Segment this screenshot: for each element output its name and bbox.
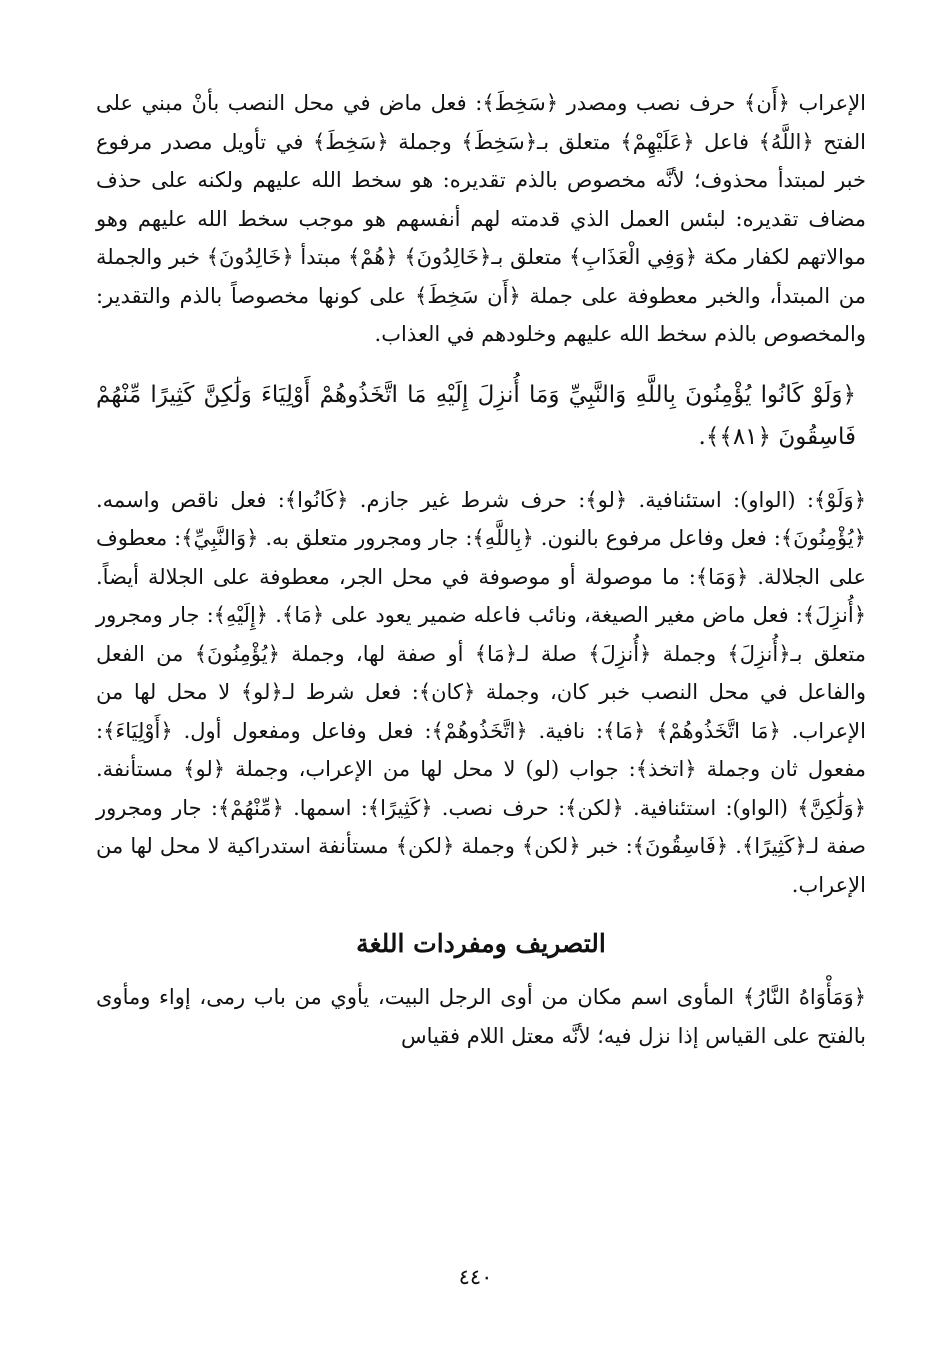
quran-verse-81: ﴿وَلَوْ كَانُوا يُؤْمِنُونَ بِاللَّهِ وَالنَّبِيِّ وَمَا أُنزِلَ إِلَيْهِ مَا اتَّخَذُوهُمْ أَوْلِيَاءَ وَلَٰكِنَّ كَثِيرًا مِّنْهُمْ فَاسِقُونَ ﴿٨١﴾﴾. — [96, 381, 856, 450]
section-heading: التصريف ومفردات اللغة — [356, 929, 606, 958]
page-number: ٤٤٠ — [458, 1265, 493, 1289]
page-body — [96, 84, 866, 1055]
paragraph-irab-verse-81: ﴿وَلَوْ﴾: (الواو): استئنافية. ﴿لو﴾: حرف شرط غير جازم. ﴿كَانُوا﴾: فعل ناقص واسمه. ﴿يُؤْمِنُونَ﴾: فعل وفاعل مرفوع بالنون. ﴿بِاللَّهِ﴾: جار ومجرور متعلق به. ﴿وَالنَّبِيِّ﴾: معطوف على الجلالة. ﴿وَمَا﴾: ما موصولة أو موصوفة في محل الجر، معطوفة على الجلالة أيضاً. ﴿أُنزِلَ﴾: فعل ماض مغير الصيغة، ونائب فاعله ضمير يعود على ﴿مَا﴾. ﴿إِلَيْهِ﴾: جار ومجرور متعلق بـ﴿أُنزِلَ﴾ وجملة ﴿أُنزِلَ﴾ صلة لـ﴿مَا﴾ أو صفة لها، وجملة ﴿يُؤْمِنُونَ﴾ من الفعل والفاعل في محل النصب خبر كان، وجملة ﴿كان﴾: فعل شرط لـ﴿لو﴾ لا محل لها من الإعراب. ﴿مَا اتَّخَذُوهُمْ﴾ ﴿مَا﴾: نافية. ﴿اتَّخَذُوهُمْ﴾: فعل وفاعل ومفعول أول. ﴿أَوْلِيَاءَ﴾: مفعول ثان وجملة ﴿اتخذ﴾: جواب (لو) لا محل لها من الإعراب، وجملة ﴿لو﴾ مستأنفة. ﴿وَلَٰكِنَّ﴾ (الواو): استئنافية. ﴿لكن﴾: حرف نصب. ﴿كَثِيرًا﴾: اسمها. ﴿مِّنْهُمْ﴾: جار ومجرور صفة لـ﴿كَثِيرًا﴾. ﴿فَاسِقُونَ﴾: خبر ﴿لكن﴾ وجملة ﴿لكن﴾ مستأنفة استدراكية لا محل لها من الإعراب. — [96, 487, 866, 897]
paragraph-irab-sakhita: الإعراب ﴿أَن﴾ حرف نصب ومصدر ﴿سَخِطَ﴾: فعل ماض في محل النصب بأنْ مبني على الفتح ﴿اللَّهُ﴾ فاعل ﴿عَلَيْهِمْ﴾ متعلق بـ﴿سَخِطَ﴾ وجملة ﴿سَخِطَ﴾ في تأويل مصدر مرفوع خبر لمبتدأ محذوف؛ لأنَّه مخصوص بالذم تقديره: هو سخط الله عليهم ولكنه على حذف مضاف تقديره: لبئس العمل الذي قدمته لهم أنفسهم هو موجب سخط الله عليهم وهو موالاتهم لكفار مكة ﴿وَفِي الْعَذَابِ﴾ متعلق بـ﴿خَالِدُونَ﴾ ﴿هُمْ﴾ مبتدأ ﴿خَالِدُونَ﴾ خبر والجملة من المبتدأ، والخبر معطوفة على جملة ﴿أَن سَخِطَ﴾ على كونها مخصوصاً بالذم والتقدير: والمخصوص بالذم سخط الله عليهم وخلودهم في العذاب. — [96, 91, 866, 346]
paragraph-vocabulary: ﴿وَمَأْوَاهُ النَّارُ﴾ المأوى اسم مكان من أوى الرجل البيت، يأوي من باب رمى، إواء ومأوى بالفتح على القياس إذا نزل فيه؛ لأنَّه معتل اللام فقياس — [96, 985, 866, 1048]
